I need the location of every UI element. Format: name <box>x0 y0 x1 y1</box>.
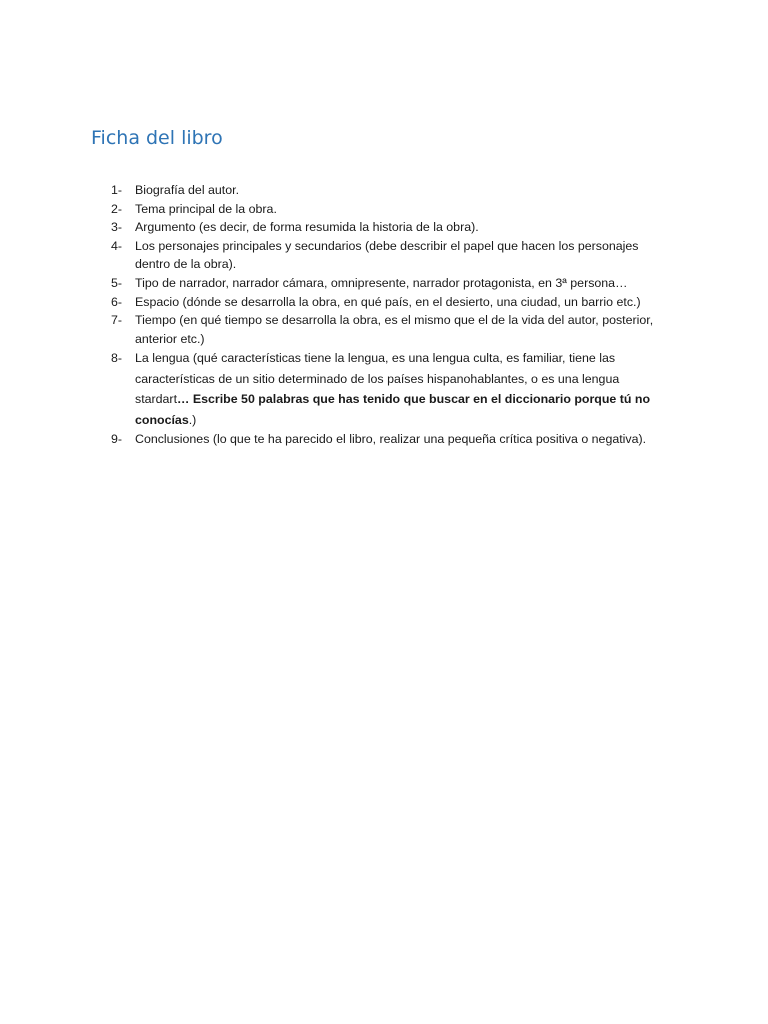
list-item <box>111 218 671 237</box>
list-item <box>111 293 671 312</box>
list-item <box>111 200 671 219</box>
list-item-number: 1- <box>111 183 123 197</box>
list-item <box>111 430 671 449</box>
list-item-tail-text: .) <box>188 412 197 427</box>
list-item-text: Espacio (dónde se desarrolla la obra, en qué país, en el desierto, una ciudad, un barrio etc.) <box>135 294 641 309</box>
list-item-number: 4- <box>111 238 123 253</box>
list-item-text: Argumento (es decir, de forma resumida la historia de la obra). <box>135 220 479 235</box>
list-item-text: Tiempo (en qué tiempo se desarrolla la obra, es el mismo que el de la vida del autor, posterior, anterior etc.) <box>135 313 654 346</box>
list-item-text: Tipo de narrador, narrador cámara, omnipresente, narrador protagonista, en 3ª persona… <box>135 275 628 290</box>
list-item-number: 6- <box>111 294 123 309</box>
list-item <box>111 311 671 348</box>
list-item-number: 7- <box>111 313 123 328</box>
list-item-number: 3- <box>111 220 123 235</box>
numbered-list <box>111 181 671 449</box>
list-item <box>111 348 671 430</box>
list-item-text: Conclusiones (lo que te ha parecido el libro, realizar una pequeña crítica positiva o negativa). <box>135 432 647 447</box>
page-title: Ficha del libro <box>91 127 223 149</box>
list-item-number: 5- <box>111 275 123 290</box>
list-item <box>111 181 671 200</box>
list-item-number: 8- <box>111 351 123 366</box>
list-item-number: 9- <box>111 432 123 447</box>
list-item-text: Biografía del autor. <box>135 183 240 197</box>
list-item-text: Tema principal de la obra. <box>135 201 277 216</box>
list-item <box>111 237 671 274</box>
list-item-bold-text: … Escribe 50 palabras que has tenido que buscar en el diccionario porque tú no conocías <box>135 392 651 427</box>
list-item-text: La lengua (qué características tiene la lengua, es una lengua culta, es familiar, tiene las características de un sitio determinado de los países hispanohablantes, o es una lengua stardart <box>135 351 620 407</box>
list-item-number: 2- <box>111 201 123 216</box>
list-item-text: Los personajes principales y secundarios (debe describir el papel que hacen los personajes dentro de la obra). <box>135 238 639 272</box>
list-item <box>111 274 671 293</box>
